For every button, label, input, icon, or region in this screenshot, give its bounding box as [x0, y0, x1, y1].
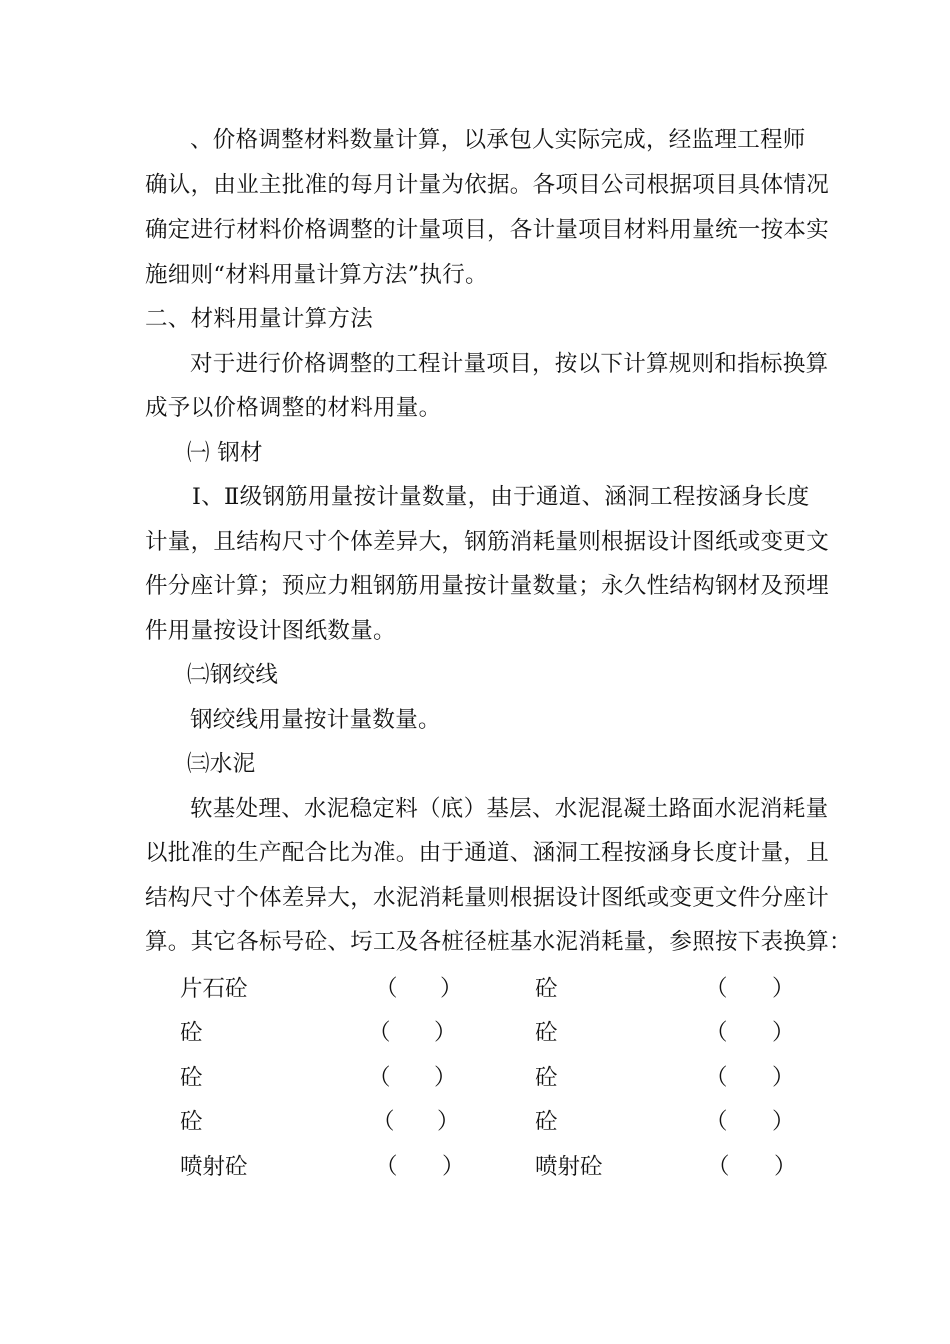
right-open-paren: （: [705, 1065, 728, 1091]
left-label: 砼: [180, 1109, 203, 1135]
right-label: 喷射砼: [535, 1154, 603, 1180]
left-close-paren: ）: [434, 1065, 457, 1091]
paragraph-5-line-2: 以批准的生产配合比为准。由于通道、涵洞工程按涵身长度计量，且: [145, 840, 830, 866]
subsection-steel-heading: ㈠ 钢材: [187, 440, 263, 466]
left-close-paren: ）: [440, 976, 463, 1002]
table-row: [0, 1018, 950, 1048]
right-close-paren: ）: [772, 1109, 795, 1135]
paragraph-2-line-2: 成予以价格调整的材料用量。: [145, 395, 442, 421]
paragraph-1-line-4: 施细则“材料用量计算方法”执行。: [145, 262, 488, 288]
right-close-paren: ）: [774, 1154, 797, 1180]
table-row: [0, 974, 950, 1004]
left-close-paren: ）: [442, 1154, 465, 1180]
left-label: 砼: [180, 1020, 203, 1046]
right-label: 砼: [535, 1065, 558, 1091]
left-open-paren: （: [368, 1065, 391, 1091]
right-close-paren: ）: [772, 1020, 795, 1046]
paragraph-5-line-1: 软基处理、水泥稳定料（底）基层、水泥混凝土路面水泥消耗量: [190, 796, 829, 822]
paragraph-1-line-3: 确定进行材料价格调整的计量项目，各计量项目材料用量统一按本实: [145, 217, 830, 243]
paragraph-1-line-2: 确认，由业主批准的每月计量为依据。各项目公司根据项目具体情况: [145, 172, 830, 198]
paragraph-3-line-1: Ⅰ、Ⅱ级钢筋用量按计量数量，由于通道、涵洞工程按涵身长度: [192, 484, 810, 510]
left-label: 砼: [180, 1065, 203, 1091]
right-open-paren: （: [705, 1020, 728, 1046]
paragraph-4-line-1: 钢绞线用量按计量数量。: [190, 707, 441, 733]
paragraph-1-line-1: 、价格调整材料数量计算，以承包人实际完成，经监理工程师: [190, 127, 806, 153]
right-open-paren: （: [705, 976, 728, 1002]
left-open-paren: （: [368, 1020, 391, 1046]
section-heading: 二、材料用量计算方法: [145, 306, 374, 332]
subsection-strand-heading: ㈡钢绞线: [187, 662, 279, 688]
left-open-paren: （: [375, 976, 398, 1002]
right-label: 砼: [535, 1020, 558, 1046]
left-open-paren: （: [375, 1154, 398, 1180]
table-row: [0, 1107, 950, 1137]
paragraph-3-line-4: 件用量按设计图纸数量。: [145, 618, 396, 644]
paragraph-5-line-4: 算。其它各标号砼、圬工及各桩径桩基水泥消耗量，参照按下表换算：: [145, 929, 852, 955]
left-label: 喷射砼: [180, 1154, 248, 1180]
paragraph-3-line-3: 件分座计算；预应力粗钢筋用量按计量数量；永久性结构钢材及预埋: [145, 573, 830, 599]
table-row: [0, 1152, 950, 1182]
right-open-paren: （: [705, 1109, 728, 1135]
paragraph-3-line-2: 计量，且结构尺寸个体差异大，钢筋消耗量则根据设计图纸或变更文: [145, 529, 830, 555]
left-close-paren: ）: [437, 1109, 460, 1135]
paragraph-5-line-3: 结构尺寸个体差异大，水泥消耗量则根据设计图纸或变更文件分座计: [145, 885, 830, 911]
right-close-paren: ）: [772, 976, 795, 1002]
paragraph-2-line-1: 对于进行价格调整的工程计量项目，按以下计算规则和指标换算: [190, 351, 829, 377]
right-close-paren: ）: [772, 1065, 795, 1091]
left-label: 片石砼: [180, 976, 248, 1002]
right-open-paren: （: [707, 1154, 730, 1180]
right-label: 砼: [535, 976, 558, 1002]
left-close-paren: ）: [434, 1020, 457, 1046]
left-open-paren: （: [372, 1109, 395, 1135]
right-label: 砼: [535, 1109, 558, 1135]
subsection-cement-heading: ㈢水泥: [187, 751, 256, 777]
table-row: [0, 1063, 950, 1093]
